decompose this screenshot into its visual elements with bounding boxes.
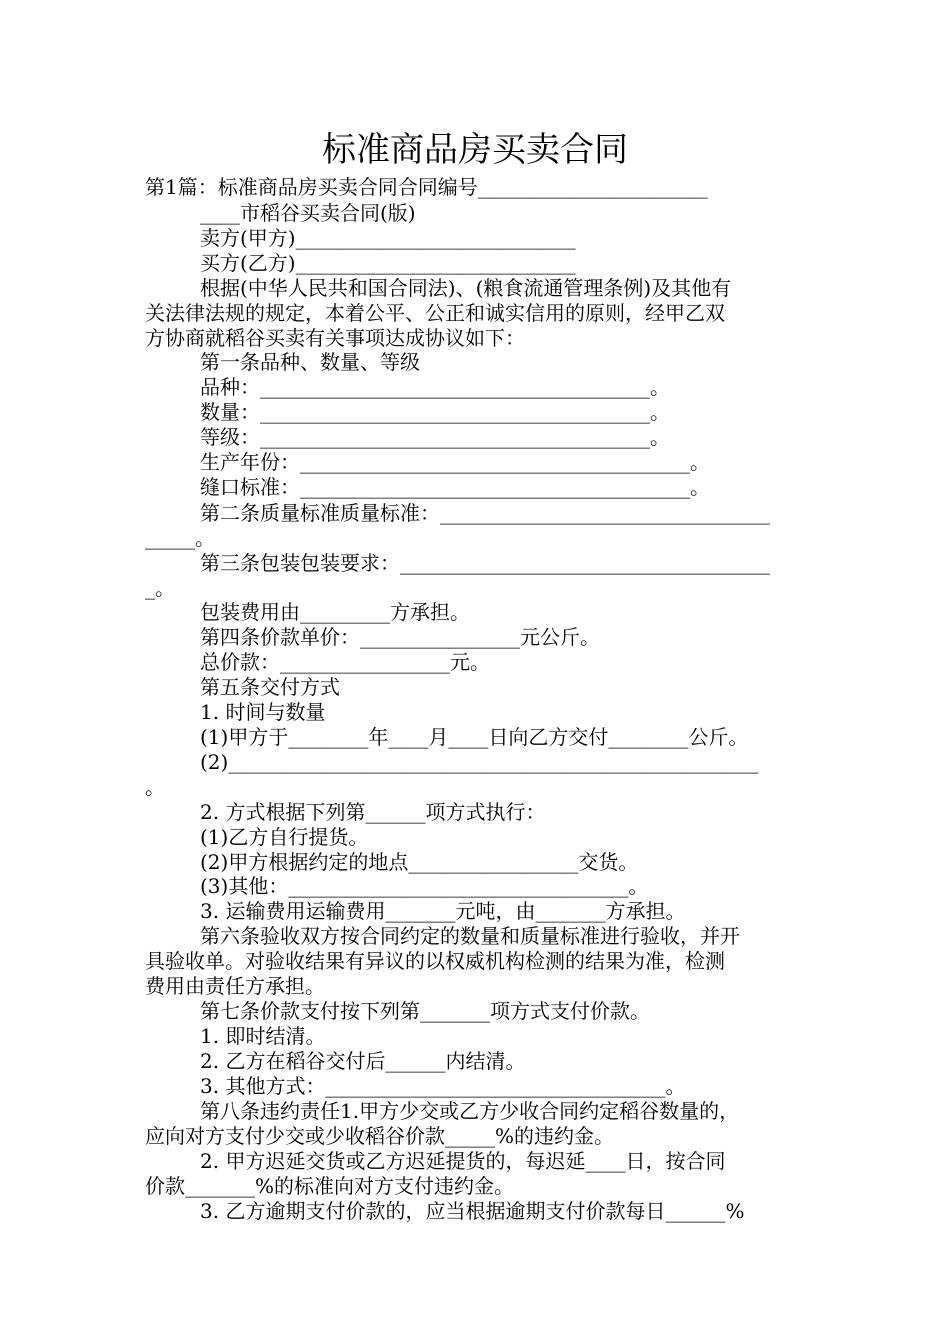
text-line: 卖方(甲方)____________________________	[200, 226, 576, 250]
text-line: 。	[145, 775, 165, 799]
text-line: 总价款：_________________元。	[200, 650, 490, 674]
text-line: _。	[145, 576, 175, 600]
text-line: 方协商就稻谷买卖有关事项达成协议如下：	[145, 326, 525, 350]
text-line: 1. 时间与数量	[200, 700, 326, 724]
text-line: (1)乙方自行提货。	[200, 825, 369, 849]
text-line: 3. 运输费用运输费用_______元吨，由_______方承担。	[200, 899, 686, 923]
text-line: 1. 即时结清。	[200, 1024, 326, 1048]
text-line: 第1篇：标准商品房买卖合同合同编号_______________________	[145, 175, 708, 199]
text-line: 包装费用由_________方承担。	[200, 600, 470, 624]
text-line: (1)甲方于________年____月____日向乙方交付________公斤。	[200, 725, 749, 749]
text-line: 价款_______%的标准向对方支付违约金。	[145, 1174, 515, 1198]
document-title: 标准商品房买卖合同	[322, 130, 628, 170]
text-line: 费用由责任方承担。	[145, 974, 325, 998]
text-line: 2. 甲方迟延交货或乙方迟延提货的，每迟延____日，按合同	[200, 1149, 726, 1173]
section-heading: 第一条品种、数量、等级	[200, 350, 420, 374]
text-line: 应向对方支付少交或少收稻谷价款_____%的违约金。	[145, 1124, 615, 1148]
text-line: (2)_____________________________________________________	[200, 750, 759, 774]
text-line: 根据(中华人民共和国合同法)、(粮食流通管理条例)及其他有	[200, 276, 732, 300]
section-heading: 第五条交付方式	[200, 675, 340, 699]
text-line: 3. 其他方式：__________________________________。	[200, 1074, 686, 1098]
section-heading: 第六条验收双方按合同约定的数量和质量标准进行验收，并开	[200, 924, 740, 948]
text-line: 具验收单。对验收结果有异议的以权威机构检测的结果为准，检测	[145, 949, 725, 973]
section-heading: 第二条质量标准质量标准：_________________________________	[200, 501, 770, 525]
text-line: 生产年份：_______________________________________。	[200, 450, 710, 474]
text-line: (2)甲方根据约定的地点_________________交货。	[200, 850, 639, 874]
text-line: 数量：_______________________________________。	[200, 400, 670, 424]
text-line: (3)其他：__________________________________。	[200, 874, 649, 898]
text-line: _____。	[145, 526, 215, 550]
section-heading: 第三条包装包装要求：_____________________________________	[200, 551, 770, 575]
text-line: 缝口标准：_______________________________________。	[200, 475, 710, 499]
text-line: ____市稻谷买卖合同(版)	[200, 201, 416, 225]
text-line: 2. 方式根据下列第______项方式执行：	[200, 800, 546, 824]
text-line: 3. 乙方逾期支付价款的，应当根据逾期支付价款每日______%	[200, 1199, 745, 1223]
text-line: 关法律法规的规定，本着公平、公正和诚实信用的原则，经甲乙双	[145, 301, 725, 325]
text-line: 买方(乙方)____________________________	[200, 251, 576, 275]
text-line: 等级：_______________________________________。	[200, 425, 670, 449]
section-heading: 第八条违约责任1.甲方少交或乙方少收合同约定稻谷数量的，	[200, 1099, 740, 1123]
section-heading: 第七条价款支付按下列第_______项方式支付价款。	[200, 999, 650, 1023]
section-heading: 第四条价款单价：________________元公斤。	[200, 625, 600, 649]
text-line: 2. 乙方在稻谷交付后______内结清。	[200, 1049, 526, 1073]
text-line: 品种：_______________________________________。	[200, 375, 670, 399]
